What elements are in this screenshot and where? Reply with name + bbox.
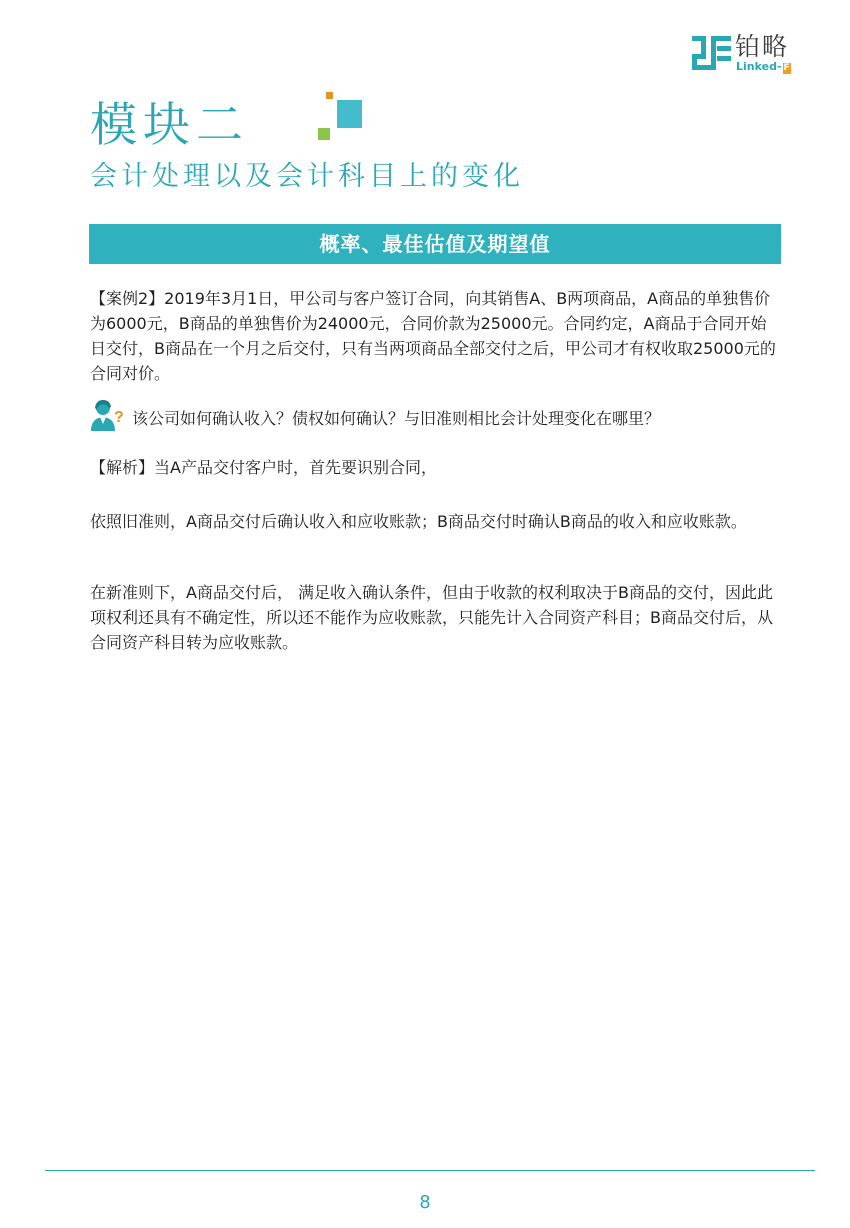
logo-name-en-mark: F: [783, 63, 790, 73]
logo-mark-icon: [692, 34, 732, 72]
decor-square-green: [318, 128, 330, 140]
question-row: [90, 398, 780, 434]
old-rule-text: 依照旧准则，A商品交付后确认收入和应收账款；B商品交付时确认B商品的收入和应收账款。: [90, 512, 747, 531]
section-header: 概率、最佳估值及期望值: [89, 224, 781, 264]
case-text: 【案例2】2019年3月1日，甲公司与客户签订合同，向其销售A、B两项商品，A商品的单独售价为6000元，B商品的单独售价为24000元，合同价款为25000元。合同约定，A商品于合同开始日交付，B商品在一个月之后交付，只有当两项商品全部交付之后，甲公司才有权收取25000元的合同对价。: [90, 289, 776, 383]
decor-square-orange: [326, 92, 333, 99]
page-number: 8: [419, 1192, 431, 1213]
case-paragraph: [90, 286, 780, 386]
analysis-intro-paragraph: [90, 455, 780, 480]
module-subtitle: 会计处理以及会计科目上的变化: [90, 161, 524, 192]
person-question-icon: [90, 398, 126, 432]
new-rule-paragraph: [90, 580, 780, 655]
logo-name-cn: 铂略: [735, 32, 790, 61]
brand-logo: [692, 32, 812, 74]
module-title: 模块二: [90, 98, 249, 153]
svg-text:?: ?: [114, 409, 124, 426]
question-text: 该公司如何确认收入？债权如何确认？与旧准则相比会计处理变化在哪里？: [132, 409, 661, 428]
decor-square-teal: [337, 100, 362, 128]
logo-name-en: [736, 61, 791, 74]
new-rule-text: 在新准则下，A商品交付后， 满足收入确认条件，但由于收款的权利取决于B商品的交付，因此此项权利还具有不确定性，所以还不能作为应收账款，只能先计入合同资产科目；B商品交付后，从合同资产科目转为应收账款。: [90, 583, 774, 652]
logo-name-en-text: Linked-: [736, 60, 782, 73]
footer-divider: [45, 1170, 815, 1171]
analysis-intro: 【解析】当A产品交付客户时，首先要识别合同，: [90, 458, 437, 477]
old-rule-paragraph: [90, 509, 780, 534]
